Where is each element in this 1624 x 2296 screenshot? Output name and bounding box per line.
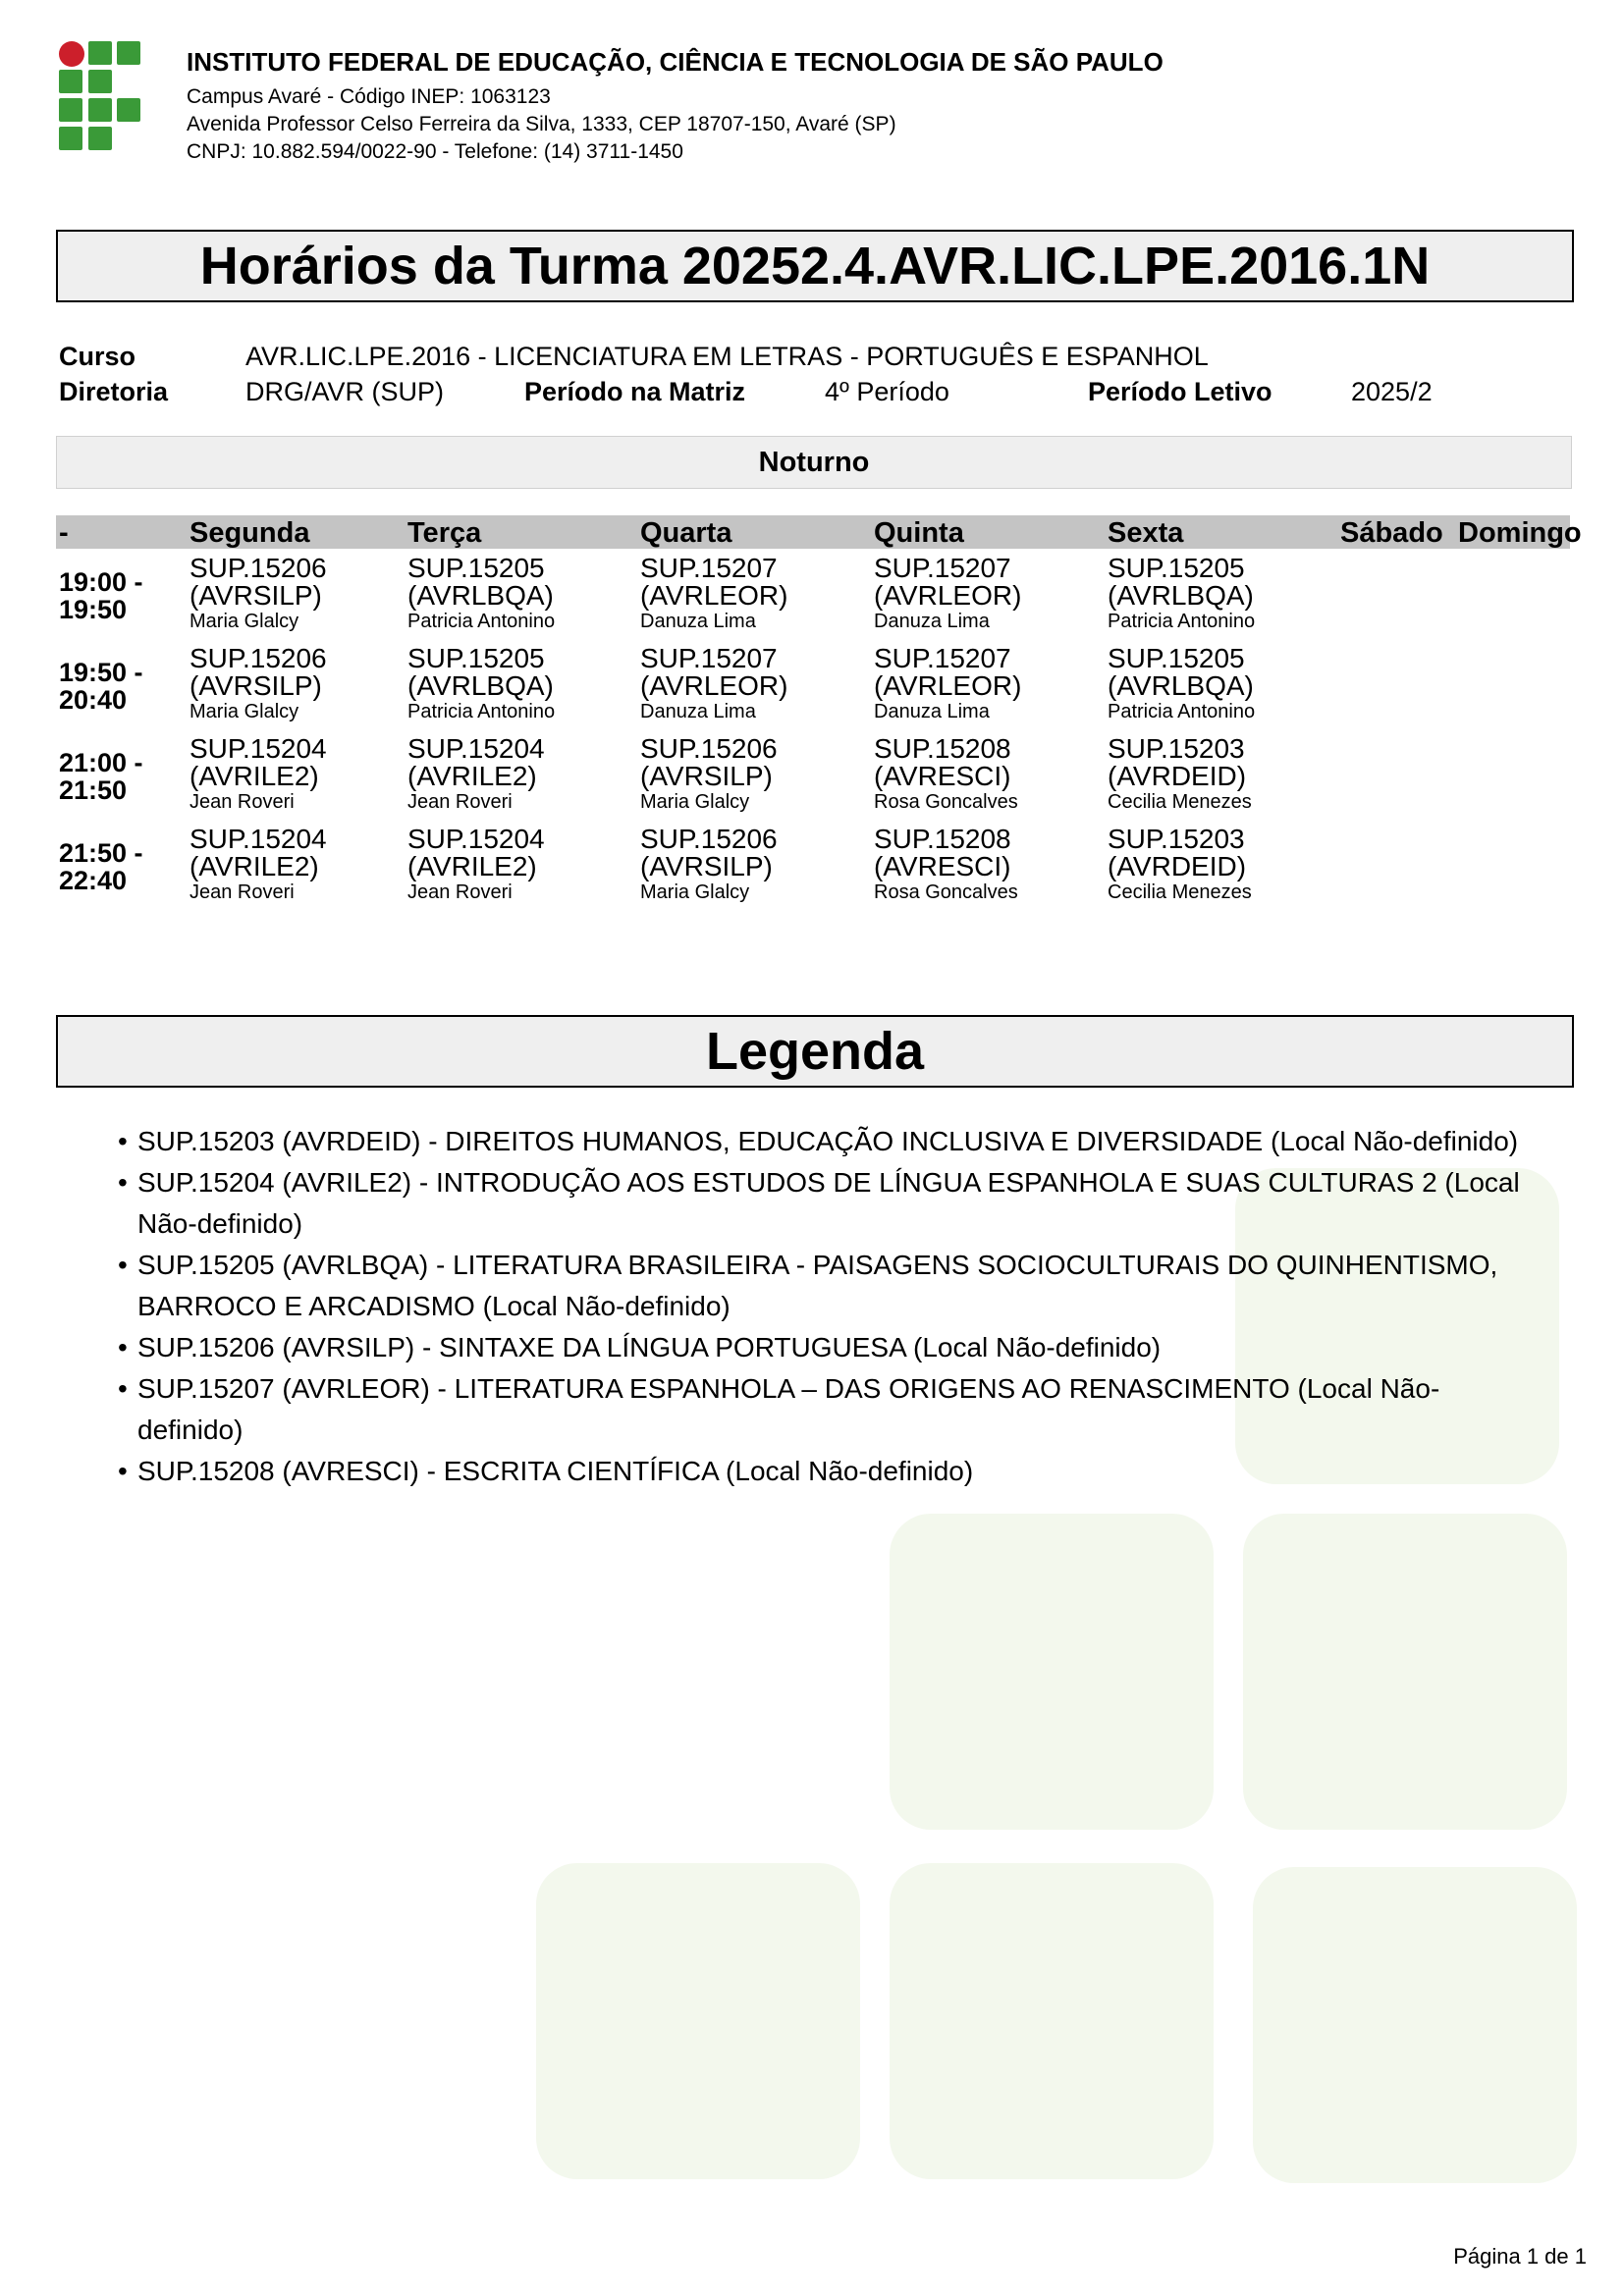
teacher-name: Jean Roveri [189, 791, 295, 813]
schedule-cell [640, 735, 778, 814]
address-line: Avenida Professor Celso Ferreira da Silva, 1333, CEP 18707-150, Avaré (SP) [187, 113, 896, 135]
subject-code: SUP.15206 [189, 643, 327, 673]
subject-code: SUP.15207 [874, 643, 1011, 673]
legend-item: • SUP.15204 (AVRILE2) - INTRODUÇÃO AOS ESTUDOS DE LÍNGUA ESPANHOLA E SUAS CULTURAS 2 (Local Não-definido) [118, 1162, 1542, 1245]
subject-abbr: (AVRLEOR) [640, 580, 788, 611]
shift-header: Noturno [56, 436, 1572, 489]
institution-logo [59, 41, 141, 151]
periodo-letivo-value: 2025/2 [1351, 377, 1433, 406]
legend-item: • SUP.15208 (AVRESCI) - ESCRITA CIENTÍFICA (Local Não-definido) [118, 1451, 1542, 1492]
subject-code: SUP.15206 [640, 824, 778, 854]
subject-code: SUP.15207 [640, 553, 778, 583]
legend-item: • SUP.15205 (AVRLBQA) - LITERATURA BRASILEIRA - PAISAGENS SOCIOCULTURAIS DO QUINHENTISMO, BARROCO E ARCADISMO (Local Não-definido) [118, 1245, 1542, 1327]
teacher-name: Danuza Lima [874, 611, 990, 632]
subject-abbr: (AVRDEID) [1108, 761, 1247, 791]
teacher-name: Danuza Lima [874, 701, 990, 722]
schedule-cell [189, 826, 327, 904]
periodo-matriz-label: Período na Matriz [524, 377, 746, 406]
schedule-cell [407, 735, 545, 814]
teacher-name: Danuza Lima [640, 701, 756, 722]
legend-item: • SUP.15207 (AVRLEOR) - LITERATURA ESPANHOLA – DAS ORIGENS AO RENASCIMENTO (Local Não-definido) [118, 1368, 1542, 1451]
subject-code: SUP.15207 [874, 553, 1011, 583]
teacher-name: Maria Glalcy [189, 611, 299, 632]
schedule-cell [1108, 826, 1252, 904]
subject-code: SUP.15206 [189, 553, 327, 583]
teacher-name: Cecilia Menezes [1108, 791, 1252, 813]
teacher-name: Maria Glalcy [189, 701, 299, 722]
schedule-cell [189, 555, 327, 633]
teacher-name: Patricia Antonino [1108, 701, 1256, 722]
subject-code: SUP.15207 [640, 643, 778, 673]
schedule-cell [407, 826, 545, 904]
schedule-cell [640, 645, 787, 723]
time-slot: 19:00 - 19:50 [59, 567, 143, 624]
schedule-cell [407, 645, 555, 723]
campus-line: Campus Avaré - Código INEP: 1063123 [187, 85, 551, 108]
subject-code: SUP.15204 [189, 824, 327, 854]
legend-item: • SUP.15206 (AVRSILP) - SINTAXE DA LÍNGUA PORTUGUESA (Local Não-definido) [118, 1327, 1542, 1368]
col-header-quarta: Quarta [640, 517, 732, 549]
subject-abbr: (AVRLBQA) [407, 670, 554, 701]
schedule-cell [1108, 645, 1255, 723]
curso-value: AVR.LIC.LPE.2016 - LICENCIATURA EM LETRAS - PORTUGUÊS E ESPANHOL [245, 342, 1209, 371]
subject-abbr: (AVRLBQA) [1108, 580, 1254, 611]
col-header-sabado: Sábado [1340, 517, 1443, 549]
col-header-domingo: Domingo [1458, 517, 1582, 549]
subject-abbr: (AVRILE2) [189, 851, 319, 881]
institution-name: INSTITUTO FEDERAL DE EDUCAÇÃO, CIÊNCIA E TECNOLOGIA DE SÃO PAULO [187, 47, 1164, 77]
teacher-name: Jean Roveri [189, 881, 295, 903]
col-header-quinta: Quinta [874, 517, 964, 549]
subject-abbr: (AVRSILP) [189, 670, 322, 701]
page-title: Horários da Turma 20252.4.AVR.LIC.LPE.2016.1N [56, 230, 1574, 302]
schedule-cell [189, 735, 327, 814]
subject-code: SUP.15205 [407, 643, 545, 673]
institution-header [187, 47, 1164, 166]
periodo-matriz-value: 4º Período [825, 377, 949, 406]
subject-code: SUP.15205 [407, 553, 545, 583]
legend-title: Legenda [56, 1015, 1574, 1088]
curso-label: Curso [59, 342, 136, 371]
schedule-cell [874, 555, 1021, 633]
schedule-cell [874, 645, 1021, 723]
schedule-cell [1108, 555, 1255, 633]
col-header-segunda: Segunda [189, 517, 310, 549]
legend-item: • SUP.15203 (AVRDEID) - DIREITOS HUMANOS, EDUCAÇÃO INCLUSIVA E DIVERSIDADE (Local Não-definido) [118, 1121, 1542, 1162]
subject-code: SUP.15203 [1108, 733, 1245, 764]
subject-code: SUP.15204 [189, 733, 327, 764]
subject-abbr: (AVRESCI) [874, 761, 1011, 791]
teacher-name: Maria Glalcy [640, 881, 750, 903]
subject-abbr: (AVRLEOR) [874, 580, 1022, 611]
page-number: Página 1 de 1 [1453, 2244, 1587, 2269]
subject-code: SUP.15208 [874, 733, 1011, 764]
diretoria-value: DRG/AVR (SUP) [245, 377, 445, 406]
subject-abbr: (AVRESCI) [874, 851, 1011, 881]
col-header-sexta: Sexta [1108, 517, 1184, 549]
subject-abbr: (AVRILE2) [407, 851, 537, 881]
subject-abbr: (AVRILE2) [407, 761, 537, 791]
schedule-cell [874, 735, 1018, 814]
subject-abbr: (AVRDEID) [1108, 851, 1247, 881]
subject-abbr: (AVRSILP) [640, 851, 773, 881]
time-slot: 19:50 - 20:40 [59, 658, 143, 715]
subject-abbr: (AVRLBQA) [407, 580, 554, 611]
teacher-name: Cecilia Menezes [1108, 881, 1252, 903]
teacher-name: Rosa Goncalves [874, 881, 1018, 903]
teacher-name: Rosa Goncalves [874, 791, 1018, 813]
teacher-name: Patricia Antonino [407, 701, 556, 722]
periodo-letivo-label: Período Letivo [1088, 377, 1272, 406]
time-slot: 21:50 - 22:40 [59, 838, 143, 895]
subject-abbr: (AVRSILP) [640, 761, 773, 791]
schedule-table-header [56, 515, 1582, 549]
teacher-name: Patricia Antonino [1108, 611, 1256, 632]
teacher-name: Patricia Antonino [407, 611, 556, 632]
subject-code: SUP.15205 [1108, 643, 1245, 673]
subject-code: SUP.15203 [1108, 824, 1245, 854]
subject-code: SUP.15206 [640, 733, 778, 764]
teacher-name: Danuza Lima [640, 611, 756, 632]
subject-abbr: (AVRSILP) [189, 580, 322, 611]
diretoria-label: Diretoria [59, 377, 169, 406]
subject-abbr: (AVRLBQA) [1108, 670, 1254, 701]
subject-abbr: (AVRLEOR) [874, 670, 1022, 701]
cnpj-line: CNPJ: 10.882.594/0022-90 - Telefone: (14) 3711-1450 [187, 140, 683, 163]
schedule-cell [640, 826, 778, 904]
schedule-cell [640, 555, 787, 633]
subject-code: SUP.15204 [407, 733, 545, 764]
schedule-cell [874, 826, 1018, 904]
schedule-cell [407, 555, 555, 633]
schedule-cell [1108, 735, 1252, 814]
subject-code: SUP.15204 [407, 824, 545, 854]
time-slot: 21:00 - 21:50 [59, 748, 143, 805]
subject-code: SUP.15205 [1108, 553, 1245, 583]
subject-code: SUP.15208 [874, 824, 1011, 854]
legend-list [118, 1121, 1542, 1492]
teacher-name: Jean Roveri [407, 881, 513, 903]
teacher-name: Maria Glalcy [640, 791, 750, 813]
subject-abbr: (AVRILE2) [189, 761, 319, 791]
col-header-time: - [59, 517, 69, 549]
teacher-name: Jean Roveri [407, 791, 513, 813]
col-header-terca: Terça [407, 517, 482, 549]
schedule-cell [189, 645, 327, 723]
subject-abbr: (AVRLEOR) [640, 670, 788, 701]
